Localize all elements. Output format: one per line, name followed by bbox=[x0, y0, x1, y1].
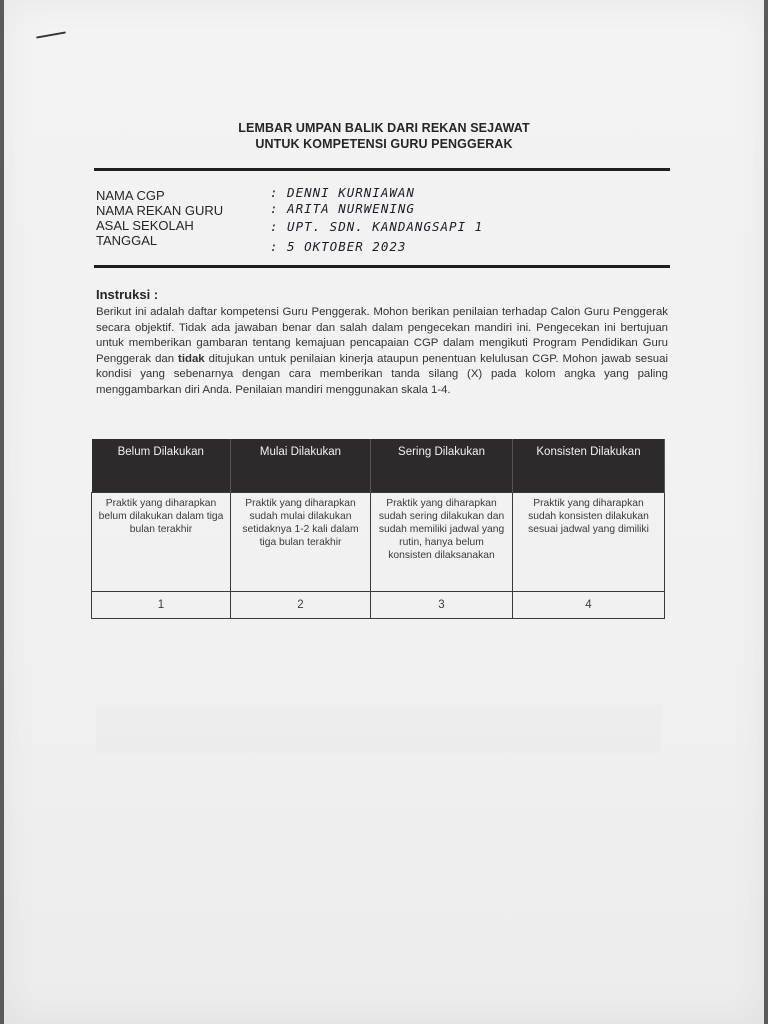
scale-description-row bbox=[92, 493, 665, 592]
instructions-text-part2: ditujukan untuk penilaian kinerja ataupun penentuan kelulusan CGP. Mohon jawab sesuai kondisi yang sebenarnya dengan cara memberikan tanda silang (X) pada kolom angka yang paling menggambarkan diri Anda. Penilaian mandiri menggunakan skala 1-4. bbox=[96, 352, 668, 396]
scale-header-mulai: Mulai Dilakukan bbox=[231, 439, 371, 493]
scale-header-belum: Belum Dilakukan bbox=[92, 439, 231, 493]
document-title-line1: LEMBAR UMPAN BALIK DARI REKAN SEJAWAT bbox=[238, 121, 530, 135]
document-title-line2: UNTUK KOMPETENSI GURU PENGGERAK bbox=[255, 137, 513, 151]
scale-description-3: Praktik yang diharapkan sudah sering dilakukan dan sudah memiliki jadwal yang rutin, hanya belum konsisten dilaksanakan bbox=[371, 493, 513, 592]
instructions-text-bold: tidak bbox=[178, 352, 205, 365]
scale-number-3: 3 bbox=[371, 592, 513, 619]
field-label-asal-sekolah: ASAL SEKOLAH bbox=[96, 218, 194, 233]
field-value-tanggal: : 5 OKTOBER 2023 bbox=[270, 239, 407, 254]
field-value-nama-cgp: : DENNI KURNIAWAN bbox=[270, 185, 415, 200]
scale-description-4: Praktik yang diharapkan sudah konsisten dilakukan sesuai jadwal yang dimiliki bbox=[513, 493, 665, 592]
field-label-nama-cgp: NAMA CGP bbox=[96, 188, 165, 203]
bleed-through-area bbox=[96, 705, 661, 753]
instructions-heading: Instruksi : bbox=[96, 287, 159, 302]
scale-number-1: 1 bbox=[92, 592, 231, 619]
field-label-tanggal: TANGGAL bbox=[96, 233, 158, 248]
scale-header-row bbox=[92, 439, 665, 493]
scale-description-1: Praktik yang diharapkan belum dilakukan dalam tiga bulan terakhir bbox=[92, 493, 231, 592]
instructions-text bbox=[96, 305, 668, 398]
scale-header-sering: Sering Dilakukan bbox=[371, 439, 513, 493]
field-label-nama-rekan-guru: NAMA REKAN GURU bbox=[96, 203, 224, 218]
pen-mark bbox=[36, 31, 66, 38]
field-value-asal-sekolah: : UPT. SDN. KANDANGSAPI 1 bbox=[270, 219, 484, 234]
scale-header-konsisten: Konsisten Dilakukan bbox=[513, 439, 665, 493]
rating-scale-table bbox=[91, 439, 665, 619]
field-value-nama-rekan-guru: : ARITA NURWENING bbox=[270, 201, 415, 216]
instructions-text-part1: Berikut ini adalah daftar kompetensi Guru Penggerak. Mohon berikan penilaian terhadap Calon Guru Penggerak secara objektif. Tidak ada jawaban benar dan salah dalam pengecekan mandiri ini. Pengecekan ini bertujuan untuk memberikan gambaran tentang kemajuan pencapaian CGP dalam mengikuti Program Pendidikan Guru Penggerak dan bbox=[96, 306, 668, 365]
scale-number-2: 2 bbox=[231, 592, 371, 619]
scale-number-4: 4 bbox=[513, 592, 665, 619]
scale-number-row bbox=[92, 592, 665, 619]
top-divider bbox=[94, 168, 670, 171]
scale-description-2: Praktik yang diharapkan sudah mulai dilakukan setidaknya 1-2 kali dalam tiga bulan terakhir bbox=[231, 493, 371, 592]
bottom-divider bbox=[94, 265, 670, 268]
